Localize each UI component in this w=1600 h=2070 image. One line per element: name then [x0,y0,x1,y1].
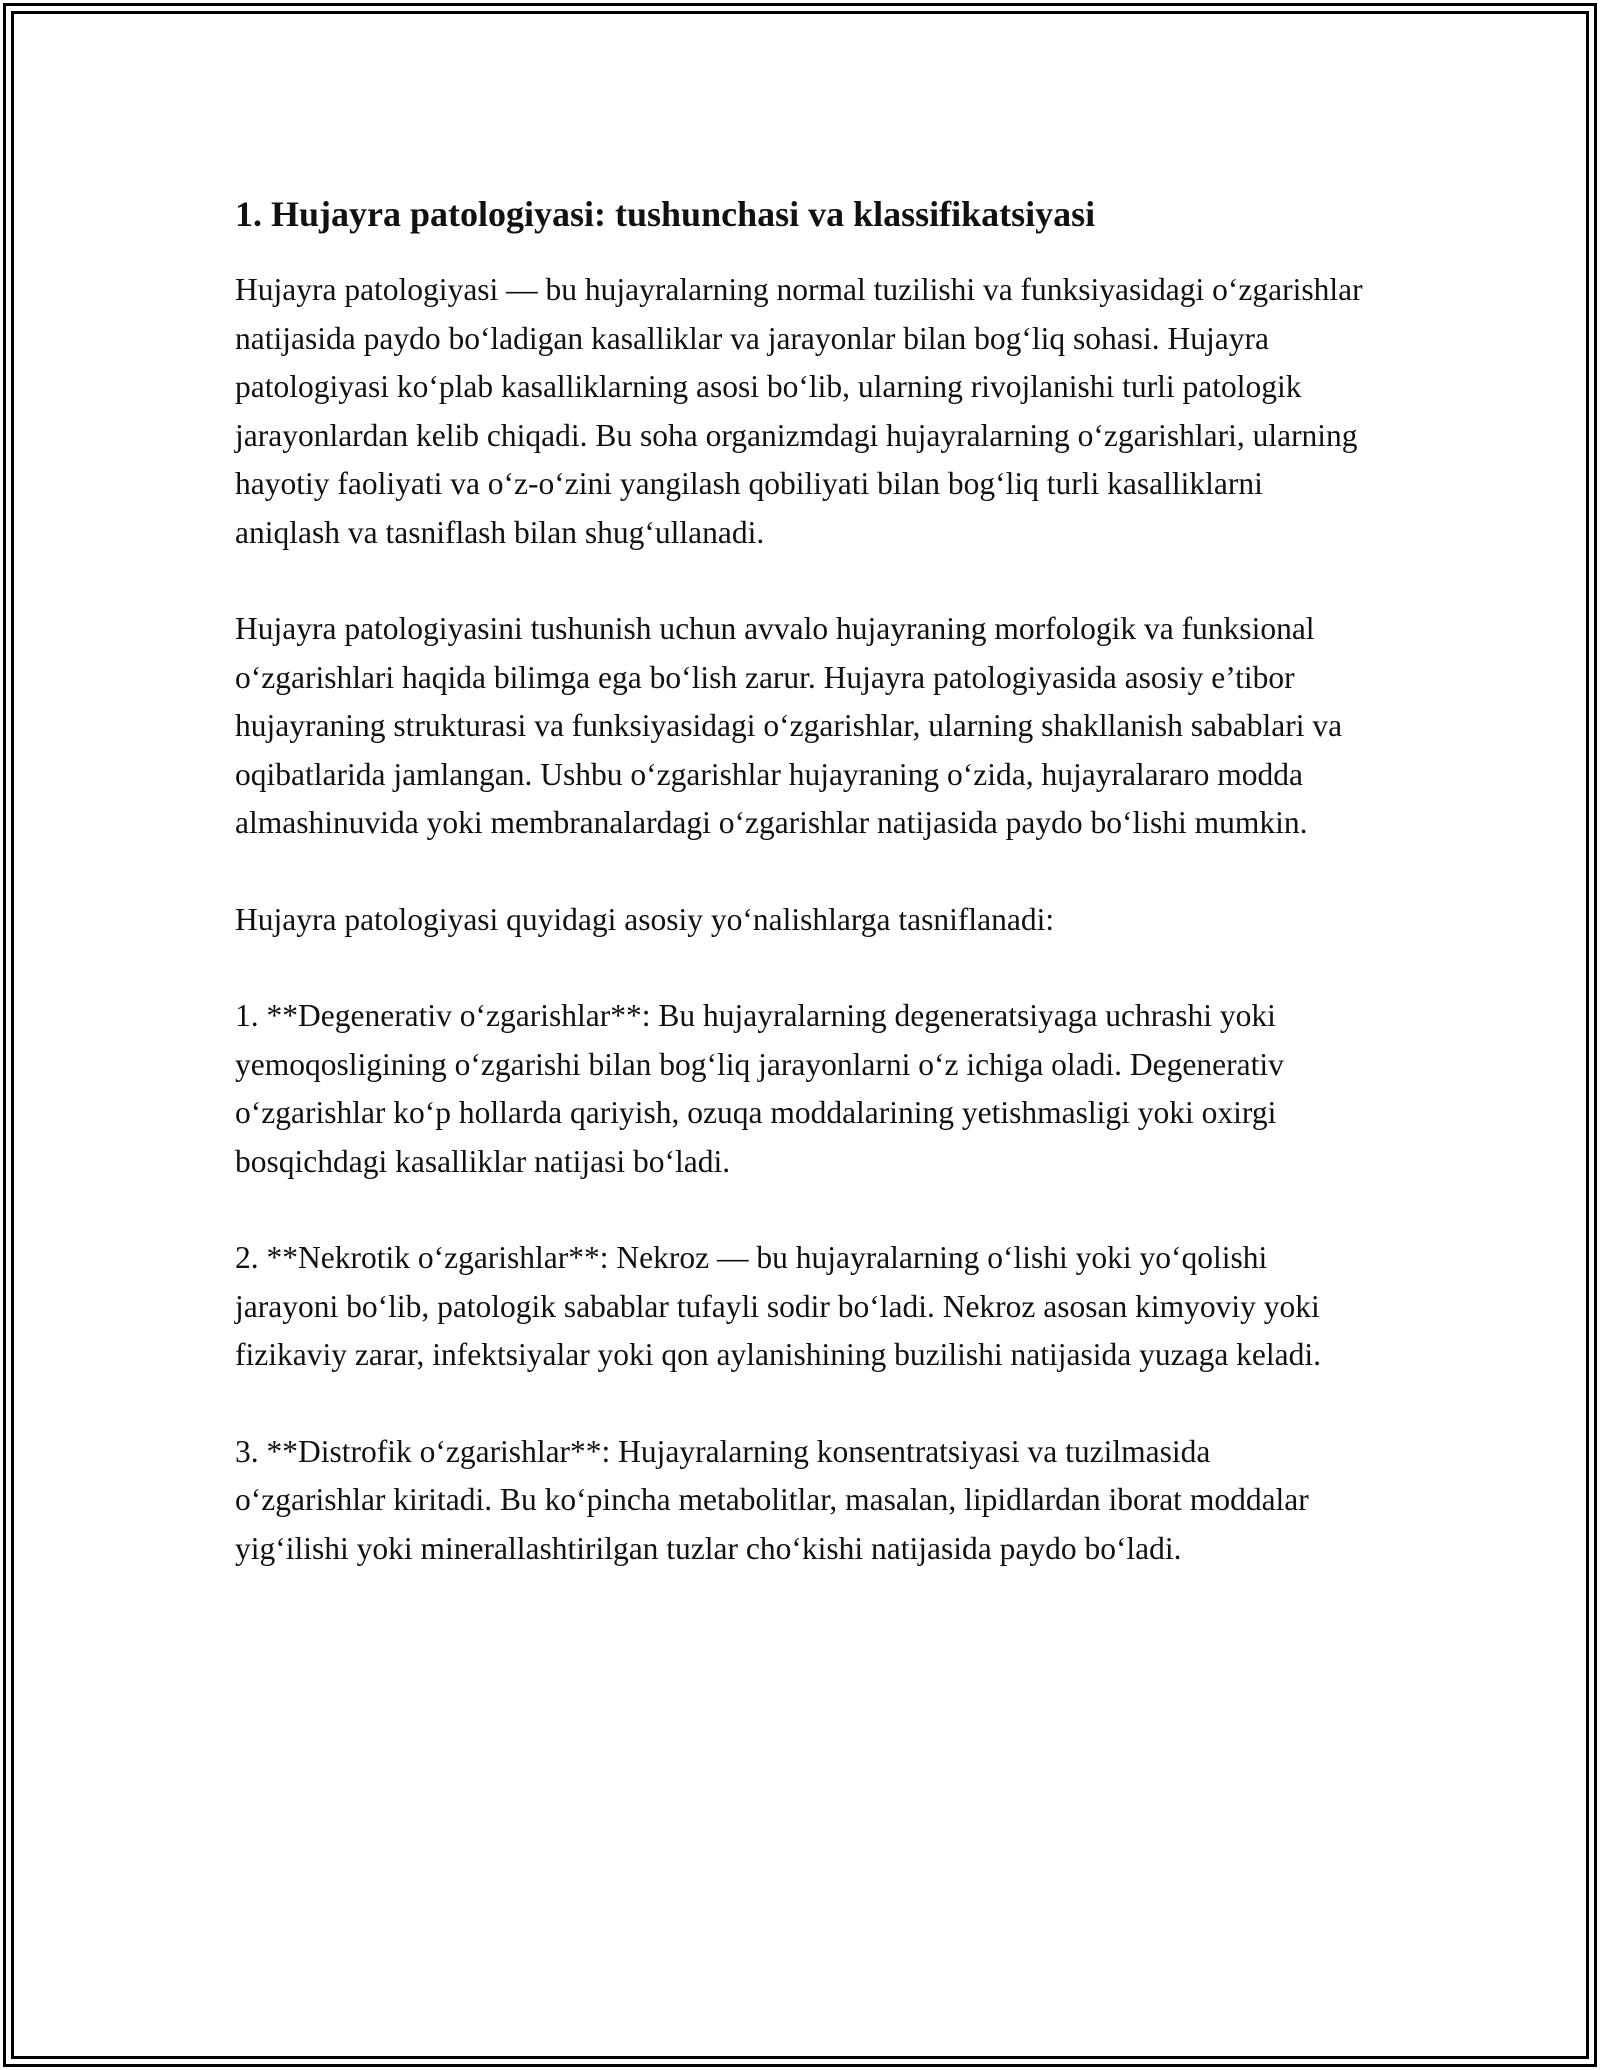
paragraph-definition: Hujayra patologiyasi — bu hujayralarning normal tuzilishi va funksiyasidagi o‘zgarishlar natijasida paydo bo‘ladigan kasalliklar va jarayonlar bilan bog‘liq sohasi. Hujayra patologiyasi ko‘plab kasalliklarning asosi bo‘lib, ularning rivojlanishi turli patologik jarayonlardan kelib chiqadi. Bu soha organizmdagi hujayralarning o‘zgarishlari, ularning hayotiy faoliyati va o‘z-o‘zini yangilash qobiliyati bilan bog‘liq turli kasalliklarni aniqlash va tasniflash bilan shug‘ullanadi. [235,272,1363,550]
document-body [235,186,1365,1573]
list-item-dystrophic: 3. **Distrofik o‘zgarishlar**: Hujayralarning konsentratsiyasi va tuzilmasida o‘zgarishlar kiritadi. Bu ko‘pincha metabolitlar, masalan, lipidlardan iborat moddalar yig‘ilishi yoki minerallashtirilgan tuzlar cho‘kishi natijasida paydo bo‘ladi. [235,1433,1309,1566]
list-item-degenerative: 1. **Degenerativ o‘zgarishlar**: Bu hujayralarning degeneratsiyaga uchrashi yoki yemoqosligining o‘zgarishi bilan bog‘liq jarayonlarni o‘z ichiga oladi. Degenerativ o‘zgarishlar ko‘p hollarda qariyish, ozuqa moddalarining yetishmasligi yoki oxirgi bosqichdagi kasalliklar natijasi bo‘ladi. [235,998,1284,1179]
list-item-necrotic: 2. **Nekrotik o‘zgarishlar**: Nekroz — bu hujayralarning o‘lishi yoki yo‘qolishi jarayoni bo‘lib, patologik sabablar tufayli sodir bo‘ladi. Nekroz asosan kimyoviy yoki fizikaviy zarar, infektsiyalar yoki qon aylanishining buzilishi natijasida yuzaga keladi. [235,1240,1322,1372]
paragraph-understanding: Hujayra patologiyasini tushunish uchun avvalo hujayraning morfologik va funksional o‘zgarishlari haqida bilimga ega bo‘lish zarur. Hujayra patologiyasida asosiy e’tibor hujayraning strukturasi va funksiyasidagi o‘zgarishlar, ularning shakllanish sabablari va oqibatlarida jamlangan. Ushbu o‘zgarishlar hujayraning o‘zida, hujayralararo modda almashinuvida yoki membranalardagi o‘zgarishlar natijasida paydo bo‘lishi mumkin. [235,611,1343,840]
paragraph-classification-intro: Hujayra patologiyasi quyidagi asosiy yo‘nalishlarga tasniflanadi: [235,901,1055,937]
section-title: 1. Hujayra patologiyasi: tushunchasi va klassifikatsiyasi [235,194,1096,234]
